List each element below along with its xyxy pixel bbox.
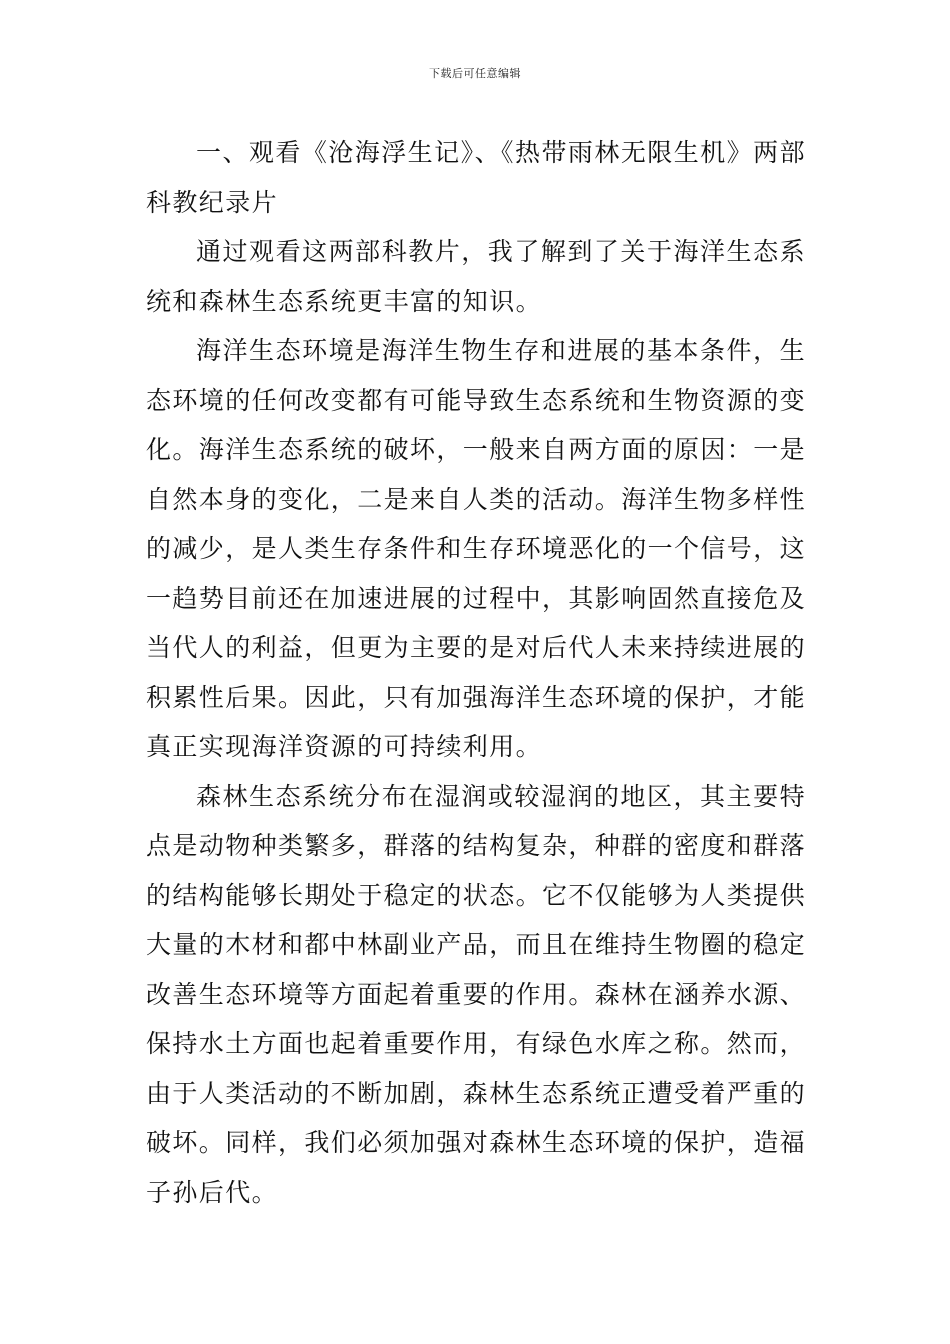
paragraph-intro: 通过观看这两部科教片，我了解到了关于海洋生态系统和森林生态系统更丰富的知识。 — [146, 237, 806, 316]
paragraph-ocean: 海洋生态环境是海洋生物生存和进展的基本条件，生态环境的任何改变都有可能导致生态系统和生物资源的变化。海洋生态系统的破坏，一般来自两方面的原因：一是自然本身的变化，二是来自人类的活动。海洋生物多样性的减少，是人类生存条件和生存环境恶化的一个信号，这一趋势目前还在加速进展的过程中，其影响固然直接危及当代人的利益，但更为主要的是对后代人未来持续进展的积累性后果。因此，只有加强海洋生态环境的保护，才能真正实现海洋资源的可持续利用。 — [146, 336, 807, 761]
header-note: 下载后可任意编辑 — [429, 67, 521, 80]
paragraph-forest: 森林生态系统分布在湿润或较湿润的地区，其主要特点是动物种类繁多，群落的结构复杂，种群的密度和群落的结构能够长期处于稳定的状态。它不仅能够为人类提供大量的木材和都中林副业产品，而且在维持生物圈的稳定改善生态环境等方面起着重要的作用。森林在涵养水源、保持水土方面也起着重要作用，有绿色水库之称。然而，由于人类活动的不断加剧，森林生态系统正遭受着严重的破坏。同样，我们必须加强对森林生态环境的保护，造福子孙后代。 — [146, 781, 807, 1207]
paragraph-heading: 一、观看《沧海浮生记》、《热带雨林无限生机》两部科教纪录片 — [146, 138, 806, 217]
document-body — [146, 128, 806, 1217]
